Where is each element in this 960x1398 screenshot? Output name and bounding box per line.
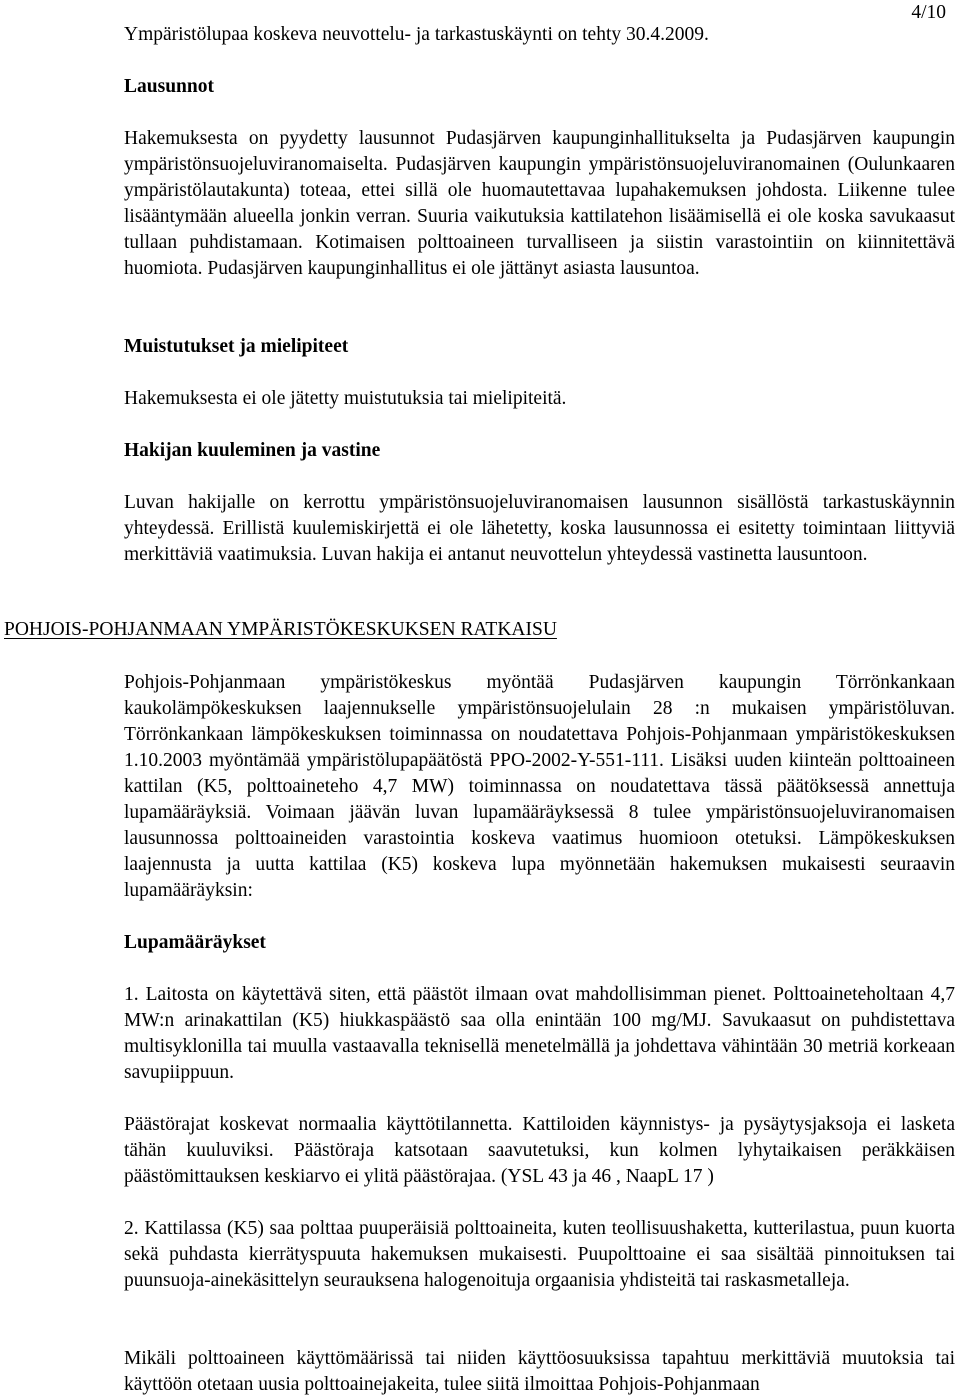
muistutukset-paragraph: Hakemuksesta ei ole jätetty muistutuksia tai mielipiteitä. <box>124 388 567 409</box>
lupamaarays-item-1-note: Päästörajat koskevat normaalia käyttötilannetta. Kattiloiden käynnistys- ja pysäytysjaksoja ei lasketa tähän kuuluviksi. Päästöraja katsotaan saavutetuksi, kun kolmen lyhytaikaisen peräkkäisen päästömittauksen keskiarvo ei ylitä päästörajaa. (YSL 43 ja 46 , NaapL 17 ) <box>124 1114 955 1187</box>
lupamaarays-item-2: 2. Kattilassa (K5) saa polttaa puuperäisiä polttoaineita, kuten teollisuushaketta, kutterilastua, puun kuorta sekä puhdasta kierrätyspuuta hakemuksen mukaisesti. Puupolttoaine ei saa sisältää pinnoituksen tai puunsuoja-ainekäsittelyn seurauksena halogenoituja orgaanisia yhdisteitä tai raskasmetalleja. <box>124 1218 955 1291</box>
section-heading-muistutukset: Muistutukset ja mielipiteet <box>124 336 349 357</box>
document-header-title: Ympäristölupaa koskeva neuvottelu- ja tarkastuskäynti on tehty 30.4.2009. <box>124 24 709 45</box>
lupamaarays-item-1: 1. Laitosta on käytettävä siten, että päästöt ilmaan ovat mahdollisimman pienet. Polttoaineteholtaan 4,7 MW:n arinakattilan (K5) hiukkaspäästö saa olla enintään 100 mg/MJ. Savukaasut on puhdistettava multisyklonilla tai muulla vastaavalla teknisellä menetelmällä ja johdettava vähintään 30 metriä korkeaan savupiippuun. <box>124 984 955 1083</box>
decision-main-heading: POHJOIS-POHJANMAAN YMPÄRISTÖKESKUKSEN RATKAISU <box>4 619 557 640</box>
section-heading-lupamaaraykset: Lupamääräykset <box>124 932 266 953</box>
lausunnot-paragraph: Hakemuksesta on pyydetty lausunnot Pudasjärven kaupunginhallitukselta ja Pudasjärven kaupungin ympäristönsuojeluviranomaiselta. Pudasjärven kaupungin ympäristönsuojeluviranomainen (Oulunkaaren ympäristölautakunta) toteaa, ettei sillä ole huomautettavaa lupahakemuksen johdosta. Liikenne tulee lisääntymään alueella jonkin verran. Suuria vaikutuksia kattilatehon lisäämisellä ei ole koska savukaasut tullaan puhdistamaan. Kotimaisen polttoaineen turvalliseen ja siistin varastointiin on kiinnitettävä huomiota. Pudasjärven kaupunginhallitus ei ole jättänyt asiasta lausuntoa. <box>124 128 955 279</box>
kuuleminen-paragraph: Luvan hakijalle on kerrottu ympäristönsuojeluviranomaisen lausunnon sisällöstä tarkastuskäynnin yhteydessä. Erillistä kuulemiskirjettä ei ole lähetetty, koska lausunnossa ei esitetty toimintaan liittyviä merkittäviä vaatimuksia. Luvan hakija ei antanut neuvottelun yhteydessä vastinetta lausuntoon. <box>124 492 955 565</box>
section-heading-kuuleminen: Hakijan kuuleminen ja vastine <box>124 440 381 461</box>
page-number: 4/10 <box>911 2 946 23</box>
section-heading-lausunnot: Lausunnot <box>124 76 214 97</box>
ratkaisu-paragraph: Pohjois-Pohjanmaan ympäristökeskus myöntää Pudasjärven kaupungin Törrönkankaan kaukolämpökeskuksen laajennukselle ympäristönsuojelulain 28 :n mukaisen ympäristöluvan. Törrönkankaan lämpökeskuksen toiminnassa on noudatettava Pohjois-Pohjanmaan ympäristökeskuksen 1.10.2003 myöntämää ympäristölupapäätöstä PPO-2002-Y-551-111. Lisäksi uuden kiinteän polttoaineen kattilan (K5, polttoaineteho 4,7 MW) toiminnassa on noudatettava tässä päätöksessä annettuja lupamääräyksiä. Voimaan jäävän luvan lupamääräyksessä 8 tulee ympäristönsuojeluviranomaisen lausunnossa polttoaineiden varastointia koskeva vaatimus huomioon otetuksi. Lämpökeskuksen laajennusta ja uutta kattilaa (K5) koskeva lupa myönnetään hakemuksen mukaisesti seuraavin lupamääräyksin: <box>124 672 955 901</box>
lupamaarays-item-2-note: Mikäli polttoaineen käyttömäärissä tai niiden käyttöosuuksissa tapahtuu merkittäviä muutoksia tai käyttöön otetaan uusia polttoainejakeita, tulee siitä ilmoittaa Pohjois-Pohjanmaan <box>124 1348 955 1395</box>
